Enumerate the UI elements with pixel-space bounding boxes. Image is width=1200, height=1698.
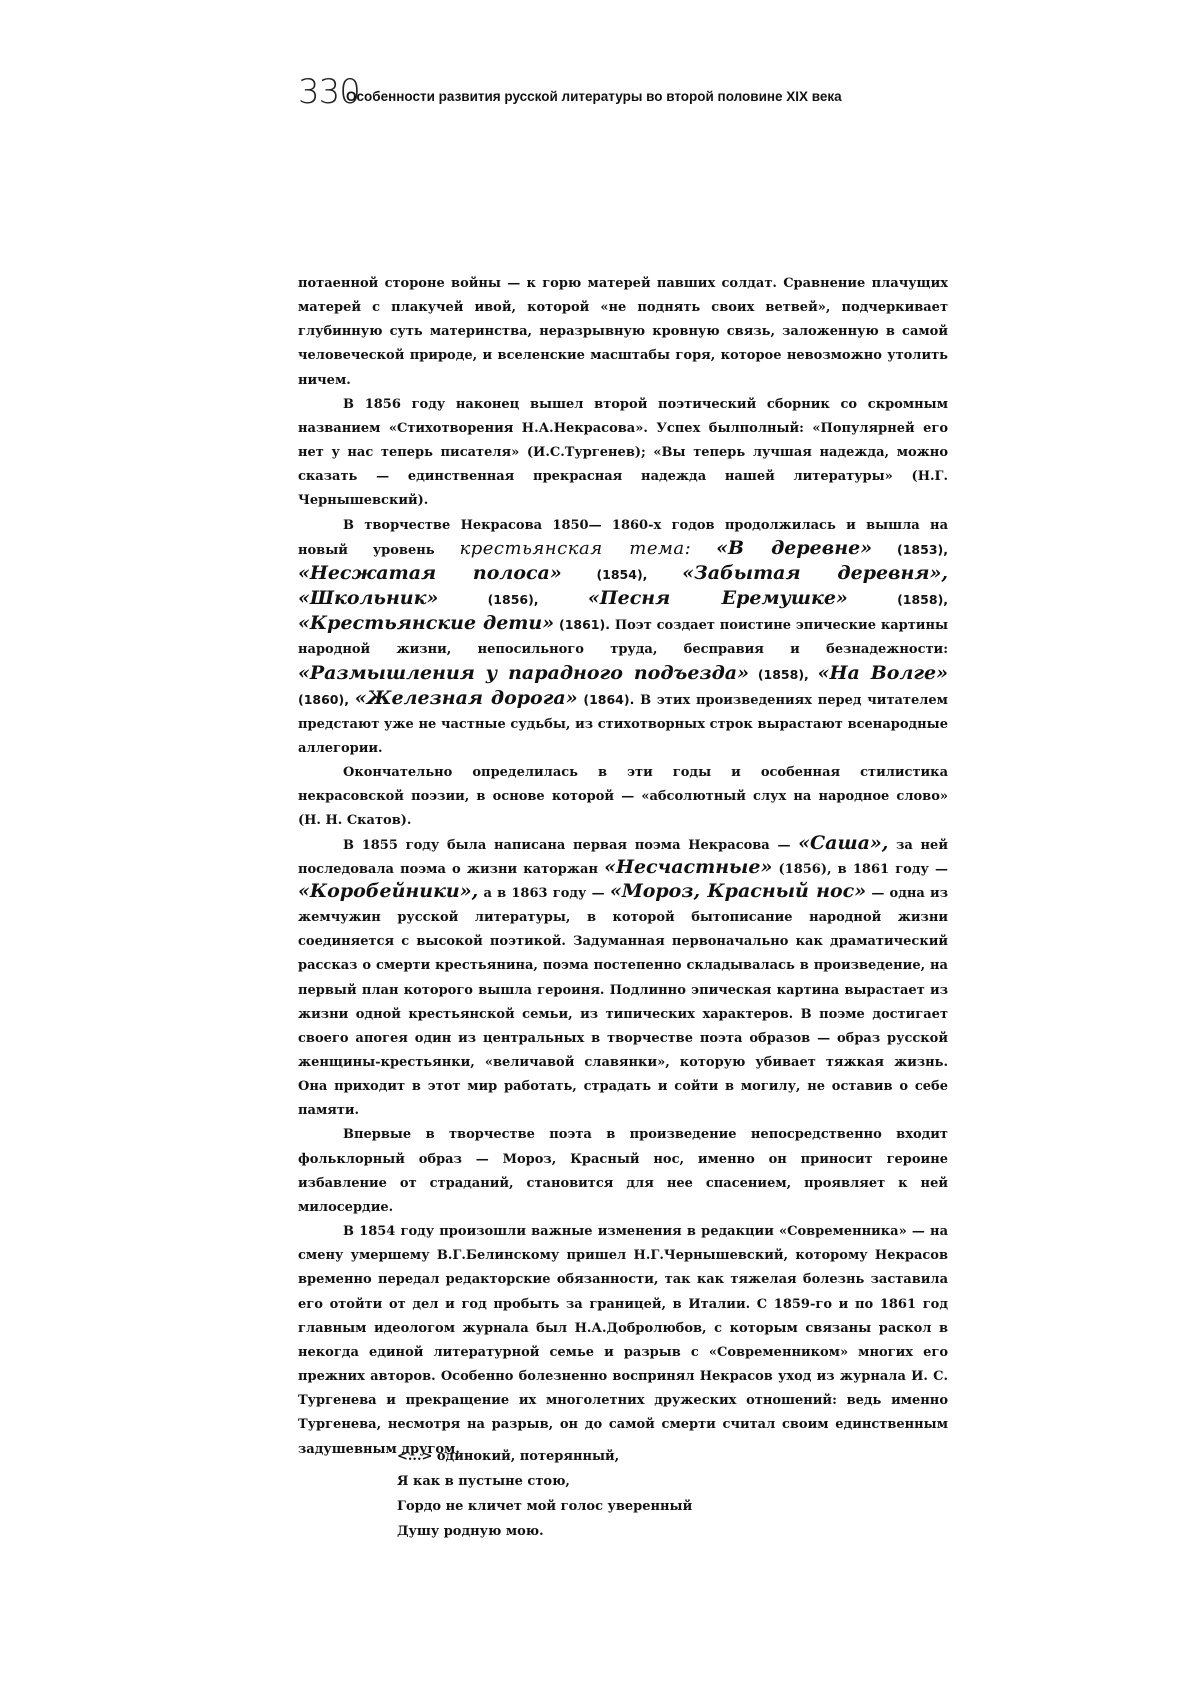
- text-run: Поэт создает поистине эпические картины народной жизни, непосильного труда, бесправия и безнадежности:: [298, 618, 948, 657]
- text-run: за ней последовала поэма о жизни каторжан: [298, 838, 948, 877]
- work-title: «Мороз, Красный нос»: [610, 880, 866, 902]
- year: (1853),: [897, 542, 948, 557]
- poem-line: <...> одинокий, потерянный,: [397, 1444, 692, 1469]
- paragraph: потаенной стороне войны — к горю матерей павших солдат. Сравнение плачущих матерей с плакучей ивой, которой «не поднять своих ветвей», подчеркивает глубинную суть материнства, неразрывную кровную связь, заложенную в самой человеческой природе, и вселенские масштабы горя, которое невозможно утолить ничем.: [298, 272, 948, 393]
- work-title: «На Волге»: [818, 662, 948, 684]
- text-run: В творчестве Некрасова 1850— 1860-х годов продолжилась и вышла на новый уровень: [298, 518, 948, 558]
- work-title: «Несчастные»: [604, 856, 772, 878]
- text-run: — одна из жемчужин русской литературы, в которой бытописание народной жизни соединяется с высокой поэтикой. Задуманная первоначально как драматический рассказ о смерти крестьянина, поэма постепенно складывалась в произведение, на первый план которого вышла героиня. Подлинно эпическая картина вырастает из жизни одной крестьянской семьи, из типических характеров. В поэме достигает своего апогея один из центральных в творчестве поэта образов — образ русской женщины-крестьянки, «величавой славянки», которую убивает тяжкая жизнь. Она приходит в этот мир работать, страдать и сойти в могилу, не оставив о себе памяти.: [298, 886, 948, 1118]
- work-title: «Песня Еремушке»: [588, 587, 848, 609]
- work-title: «Коробейники»,: [298, 880, 478, 902]
- page-header: [298, 72, 998, 112]
- work-title: «В деревне»: [716, 537, 872, 559]
- theme-phrase: крестьянская тема:: [460, 538, 692, 559]
- year: (1861).: [559, 617, 610, 632]
- page-number: 330: [298, 72, 360, 112]
- paragraph: [298, 514, 948, 762]
- work-title: «Крестьянские дети»: [298, 612, 554, 634]
- text-run: (1856), в 1861 году —: [779, 862, 949, 877]
- work-title: «Несжатая полоса»: [298, 562, 562, 584]
- text-run: а в 1863 году —: [483, 886, 604, 901]
- year: (1860),: [298, 692, 349, 707]
- poem-line: Душу родную мою.: [397, 1519, 692, 1544]
- year: (1854),: [596, 567, 647, 582]
- work-title: «Школьник»: [298, 587, 438, 609]
- work-title: «Саша»,: [798, 832, 888, 854]
- year: (1858),: [758, 667, 809, 682]
- paragraph: [298, 834, 948, 1124]
- poem-quote: [397, 1444, 692, 1544]
- year: (1864).: [583, 692, 634, 707]
- poem-line: Я как в пустыне стою,: [397, 1469, 692, 1494]
- work-title: «Железная дорога»: [355, 687, 578, 709]
- paragraph: В 1856 году наконец вышел второй поэтический сборник со скромным названием «Стихотворения Н.А.Некрасова». Успех былполный: «Популярней его нет у нас теперь писателя» (И.С.Тургенев); «Вы теперь лучшая надежда, можно сказать — единственная прекрасная надежда нашей литературы» (Н.Г. Чернышевский).: [298, 393, 948, 514]
- text-run: В 1855 году была написана первая поэма Некрасова —: [343, 838, 790, 853]
- text-run: В этих произведениях перед читателем предстают уже не частные судьбы, из стихотворных строк вырастают всенародные аллегории.: [298, 693, 948, 756]
- year: (1856),: [488, 592, 539, 607]
- running-title: Особенности развития русской литературы во второй половине XIX века: [346, 89, 842, 104]
- work-title: «Забытая деревня»,: [682, 562, 948, 584]
- year: (1858),: [897, 592, 948, 607]
- paragraph: Впервые в творчестве поэта в произведение непосредственно входит фольклорный образ — Мороз, Красный нос, именно он приносит героине избавление от страданий, становится для нее спасением, проявляет к ней милосердие.: [298, 1123, 948, 1220]
- article-body: [298, 272, 948, 1462]
- paragraph: Окончательно определилась в эти годы и особенная стилистика некрасовской поэзии, в основе которой — «абсолютный слух на народное слово» (Н. Н. Скатов).: [298, 761, 948, 833]
- paragraph: В 1854 году произошли важные изменения в редакции «Современника» — на смену умершему В.Г.Белинскому пришел Н.Г.Чернышевский, которому Некрасов временно передал редакторские обязанности, так как тяжелая болезнь заставила его отойти от дел и год пробыть за границей, в Италии. С 1859-го и по 1861 год главным идеологом журнала был Н.А.Добролюбов, с которым связаны раскол в некогда единой литературной семье и разрыв с «Современником» многих его прежних авторов. Особенно болезненно воспринял Некрасов уход из журнала И. С. Тургенева и прекращение их многолетних дружеских отношений: ведь именно Тургенева, несмотря на разрыв, он до самой смерти считал своим единственным задушевным другом.: [298, 1220, 948, 1462]
- work-title: «Размышления у парадного подъезда»: [298, 662, 749, 684]
- poem-line: Гордо не кличет мой голос уверенный: [397, 1494, 692, 1519]
